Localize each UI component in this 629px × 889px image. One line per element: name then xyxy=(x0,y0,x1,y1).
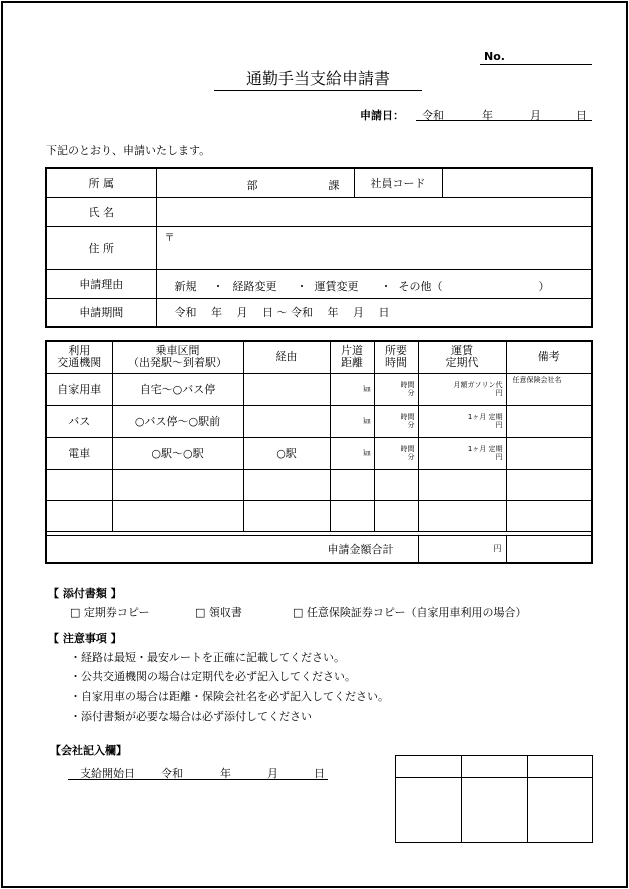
route-table-header xyxy=(46,341,592,373)
route-via[interactable] xyxy=(243,405,330,437)
date-month: 月 xyxy=(530,109,541,122)
stamp-cell[interactable] xyxy=(462,778,528,843)
total-note xyxy=(506,535,592,563)
intro-text: 下記のとおり、申請いたします。 xyxy=(46,144,211,157)
stamp-cell[interactable] xyxy=(528,778,593,843)
total-amount[interactable]: 円 xyxy=(418,535,506,563)
stamp-header-cell[interactable] xyxy=(396,756,462,778)
route-mode[interactable]: 自家用車 xyxy=(46,373,112,405)
note-item: ・添付書類が必要な場合は必ず添付してください xyxy=(70,710,312,723)
start-date-year: 年 xyxy=(220,767,231,780)
route-header-cell: 片道 距離 xyxy=(330,341,374,373)
route-note[interactable]: 任意保険会社名 xyxy=(506,373,592,405)
applicant-info-table xyxy=(45,167,593,328)
start-date-label: 支給開始日 xyxy=(80,767,135,780)
route-fare[interactable]: 月額ガソリン代 円 xyxy=(418,373,506,405)
route-table xyxy=(45,340,593,564)
route-header-cell: 備考 xyxy=(506,341,592,373)
reason-other-close: ） xyxy=(538,279,550,293)
start-date-day: 日 xyxy=(314,767,325,780)
doc-number-label: No. xyxy=(484,50,505,63)
start-date-era: 令和 xyxy=(161,767,183,780)
page-title: 通勤手当支給申請書 xyxy=(214,66,422,91)
dept-label: 所 属 xyxy=(46,168,156,197)
route-fare[interactable]: 1ヶ月 定期 円 xyxy=(418,437,506,469)
route-row[interactable] xyxy=(46,405,592,437)
date-label: 申請日： xyxy=(360,109,404,122)
reason-route-change[interactable]: 経路変更 xyxy=(232,279,277,293)
note-item: ・経路は最短・最安ルートを正確に記載してください。 xyxy=(70,651,345,664)
reason-field[interactable] xyxy=(156,269,592,298)
route-time[interactable]: 時間 分 xyxy=(374,437,418,469)
stamp-header-cell[interactable] xyxy=(528,756,593,778)
stamp-cell[interactable] xyxy=(396,778,462,843)
reason-sep-2: ・ xyxy=(296,279,308,293)
route-section[interactable]: ○駅〜○駅 xyxy=(112,437,243,469)
date-year: 年 xyxy=(482,109,493,122)
reason-new[interactable]: 新規 xyxy=(174,279,197,293)
reason-other[interactable]: その他（ xyxy=(398,279,443,293)
dept-bu: 部 xyxy=(246,179,258,192)
route-mode[interactable]: 電車 xyxy=(46,437,112,469)
attach-heading: 【 添付書類 】 xyxy=(48,587,122,600)
route-mode[interactable]: バス xyxy=(46,405,112,437)
address-label: 住 所 xyxy=(46,226,156,269)
route-section[interactable]: 自宅〜○バス停 xyxy=(112,373,243,405)
route-header-cell: 利用 交通機関 xyxy=(46,341,112,373)
name-field[interactable] xyxy=(156,197,592,226)
route-via[interactable]: ○駅 xyxy=(243,437,330,469)
reason-label: 申請理由 xyxy=(46,269,156,298)
route-header-cell: 経由 xyxy=(243,341,330,373)
attach-insurance-checkbox[interactable]: □ 任意保険証券コピー（自家用車利用の場合） xyxy=(293,606,527,619)
route-header-cell: 運賃 定期代 xyxy=(418,341,506,373)
period-field[interactable]: 令和 年 月 日 〜 令和 年 月 日 xyxy=(156,298,592,327)
route-row[interactable] xyxy=(46,373,592,405)
note-item: ・公共交通機関の場合は定期代を必ず記入してください。 xyxy=(70,670,356,683)
date-era: 令和 xyxy=(422,109,444,122)
route-via[interactable] xyxy=(243,373,330,405)
dept-field[interactable] xyxy=(156,168,354,197)
route-distance[interactable]: ㎞ xyxy=(330,437,374,469)
doc-number-line xyxy=(480,64,592,65)
route-section[interactable]: ○バス停〜○駅前 xyxy=(112,405,243,437)
route-header-cell: 所要 時間 xyxy=(374,341,418,373)
route-empty-row[interactable] xyxy=(46,469,592,500)
route-distance[interactable]: ㎞ xyxy=(330,405,374,437)
approval-stamp-grid xyxy=(395,755,593,843)
attach-teiki-checkbox[interactable]: □ 定期券コピー xyxy=(70,606,150,619)
dept-ka: 課 xyxy=(328,179,340,192)
stamp-header-cell[interactable] xyxy=(462,756,528,778)
reason-sep-1: ・ xyxy=(212,279,224,293)
period-label: 申請期間 xyxy=(46,298,156,327)
postal-mark: 〒 xyxy=(164,232,175,244)
company-heading: 【会社記入欄】 xyxy=(50,744,127,757)
employee-code-label: 社員コード xyxy=(354,168,442,197)
route-distance[interactable]: ㎞ xyxy=(330,373,374,405)
start-date-month: 月 xyxy=(267,767,278,780)
reason-fare-change[interactable]: 運賃変更 xyxy=(314,279,359,293)
reason-sep-3: ・ xyxy=(380,279,392,293)
attach-receipt-checkbox[interactable]: □ 領収書 xyxy=(195,606,242,619)
note-item: ・自家用車の場合は距離・保険会社名を必ず記入してください。 xyxy=(70,690,389,703)
route-note[interactable] xyxy=(506,437,592,469)
employee-code-field[interactable] xyxy=(442,168,592,197)
date-day: 日 xyxy=(576,109,587,122)
route-row[interactable] xyxy=(46,437,592,469)
route-fare[interactable]: 1ヶ月 定期 円 xyxy=(418,405,506,437)
route-time[interactable]: 時間 分 xyxy=(374,373,418,405)
route-header-cell: 乗車区間 （出発駅〜到着駅） xyxy=(112,341,243,373)
total-label: 申請金額合計 xyxy=(46,535,418,563)
route-note[interactable] xyxy=(506,405,592,437)
address-field[interactable] xyxy=(156,226,592,269)
name-label: 氏 名 xyxy=(46,197,156,226)
route-time[interactable]: 時間 分 xyxy=(374,405,418,437)
route-empty-row[interactable] xyxy=(46,500,592,531)
notes-heading: 【 注意事項 】 xyxy=(48,632,122,645)
